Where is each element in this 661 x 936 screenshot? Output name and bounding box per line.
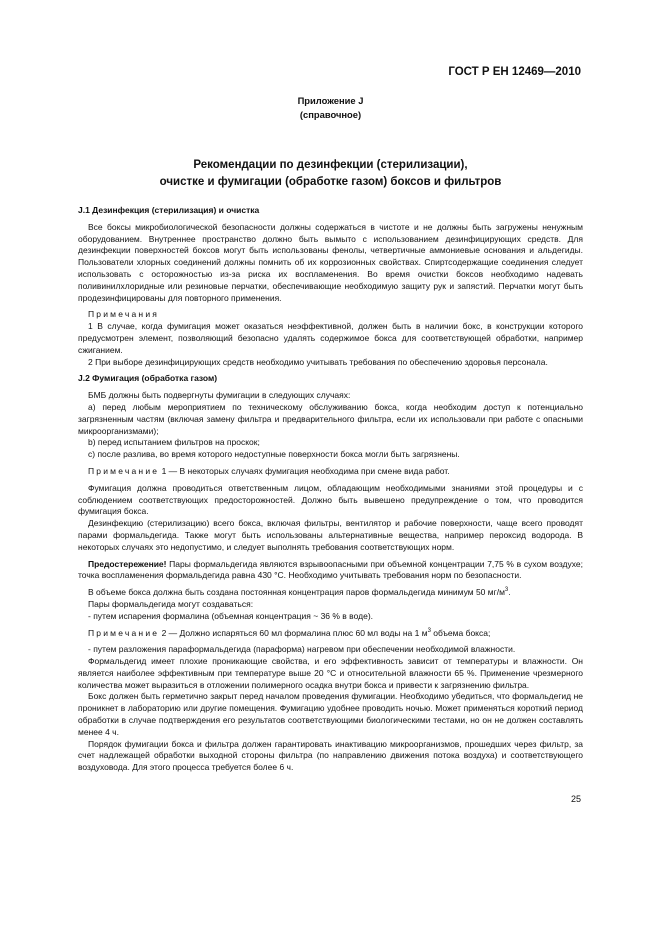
notes-label: Примечания xyxy=(88,309,160,320)
paragraph: Все боксы микробиологической безопасности должны содержаться в чистоте и не должны быть загружены ненужным оборудованием. Внутреннее пространство должно быть вымыто с использованием дезинфицирующих средств. Для дезинфекции поверхностей боксов могут быть использованы фенолы, четвертичные аммониевые основания и альдегиды. Пользователи хлорных соединений должны помнить об их коррозионных свойствах. Спиртсодержащие соединения следует использовать с осторожностью из-за риска их воспламенения. Во время очистки боксов необходимо надевать поливинилхлоридные или резиновые перчатки, обеспечивающие необходимую защиту рук и запястий. Перчатки могут быть продезинфицированы для повторного применения. xyxy=(78,221,583,303)
standard-number: ГОСТ Р ЕН 12469—2010 xyxy=(448,66,581,78)
note-text: 2 — Должно испаряться 60 мл формалина плюс 60 мл воды на 1 м xyxy=(159,627,428,638)
document-title xyxy=(0,157,661,191)
section-heading-j1: J.1 Дезинфекция (стерилизация) и очистка xyxy=(78,205,260,215)
list-item-c: c) после разлива, во время которого недоступные поверхности бокса могли быть загрязнены. xyxy=(88,449,460,460)
paragraph: Бокс должен быть герметично закрыт перед началом проведения фумигации. Необходимо убедиться, что формальдегид не проникнет в лабораторию или другие помещения. Фумигацию удобнее проводить ночью. Может применяться короткий период обработки в случае подтверждения его результатов соответствующими биологическими тестами, но он не должен составлять менее 4 ч. xyxy=(78,691,583,737)
superscript: 3 xyxy=(504,587,509,594)
paragraph xyxy=(78,587,583,599)
list-item-b: b) перед испытанием фильтров на проскок; xyxy=(88,437,260,448)
note-text: 1 — В некоторых случаях фумигация необходима при смене вида работ. xyxy=(159,465,450,476)
title-line-2: очистке и фумигации (обработке газом) боксов и фильтров xyxy=(159,176,502,188)
warning-paragraph xyxy=(78,559,583,583)
superscript: 3 xyxy=(427,627,431,634)
note-text-end: объема бокса; xyxy=(430,627,491,638)
paragraph: БМБ должны быть подвергнуты фумигации в следующих случаях: xyxy=(88,390,351,401)
note xyxy=(78,466,583,478)
paragraph: Пары формальдегида могут создаваться: xyxy=(88,598,254,609)
paragraph: Фумигация должна проводиться ответственным лицом, обладающим необходимыми знаниями этой процедуры и с соблюдением соответствующих предосторожностей. Должно быть вывешено предупреждение о том, что проводится фумигация бокса. xyxy=(78,482,583,517)
list-item-a: а) перед любым мероприятием по техническому обслуживанию бокса, когда необходим доступ к потенциально загрязненным частям (включая замену фильтра и предварительного фильтра, если их использовали при работе с опасными микроорганизмами); xyxy=(78,401,583,436)
note-label: Примечание xyxy=(88,465,160,476)
paragraph: Дезинфекцию (стерилизацию) всего бокса, включая фильтры, вентилятор и рабочие поверхности, чаще всего проводят парами формальдегида. Также могут быть использованы альтернативные вещества, например пероксид водорода. В некоторых случаях это недопустимо, и следует выполнять требования соответствующих норм. xyxy=(78,518,583,552)
annex-heading xyxy=(0,94,661,122)
dash-item: - путем испарения формалина (объемная концентрация ~ 36 % в воде). xyxy=(88,610,374,621)
paragraph: Формальдегид имеет плохие проникающие свойства, и его эффективность зависит от температуры и влажности. Он является наиболее эффективным при температуре выше 20 °С и относительной влажности 65 %. Применение чрезмерного количества может выразиться в отложении полимерного осадка внутри бокса и привести к загрязнению фильтра. xyxy=(78,656,583,690)
paragraph-end: . xyxy=(508,587,511,598)
paragraph: Порядок фумигации бокса и фильтра должен гарантировать инактивацию микроорганизмов, прошедших через фильтр, за счет надлежащей обработки выходной стороны фильтра (по направлению движения потока воздуха) и соответствующего воздуховода. Для этого процесса требуется более 6 ч. xyxy=(78,738,583,773)
page-number: 25 xyxy=(570,794,581,804)
title-line-1: Рекомендации по дезинфекции (стерилизации), xyxy=(193,159,468,171)
annex-label: Приложение J xyxy=(297,95,364,106)
warning-text: Пары формальдегида являются взрывоопасными при объемной концентрации 7,75 % в сухом воздухе; точка воспламенения формальдегида равна 430 °С. Необходимо учитывать требования норм по безопасности. xyxy=(78,558,583,581)
note-1: 1 В случае, когда фумигация может оказаться неэффективной, должен быть в наличии бокс, в конструкции которого предусмотрен элемент, позволяющий безопасно удалять содержимое бокса для соответствующей обработки, например сжиганием. xyxy=(78,321,583,355)
document-body xyxy=(78,205,583,774)
note-label: Примечание xyxy=(88,627,160,638)
annex-type: (справочное) xyxy=(299,109,362,120)
section-heading-j2: J.2 Фумигация (обработка газом) xyxy=(78,373,218,384)
note xyxy=(78,628,583,640)
warning-label: Предостережение! xyxy=(88,558,167,569)
note-2: 2 При выборе дезинфицирующих средств необходимо учитывать требования по обеспечению здоровья персонала. xyxy=(88,356,548,367)
paragraph-text: В объеме бокса должна быть создана постоянная концентрация паров формальдегида минимум 50 мг/м xyxy=(88,587,505,598)
dash-item: - путем разложения параформальдегида (параформа) нагревом при обеспечении необходимой влажности. xyxy=(88,644,516,655)
